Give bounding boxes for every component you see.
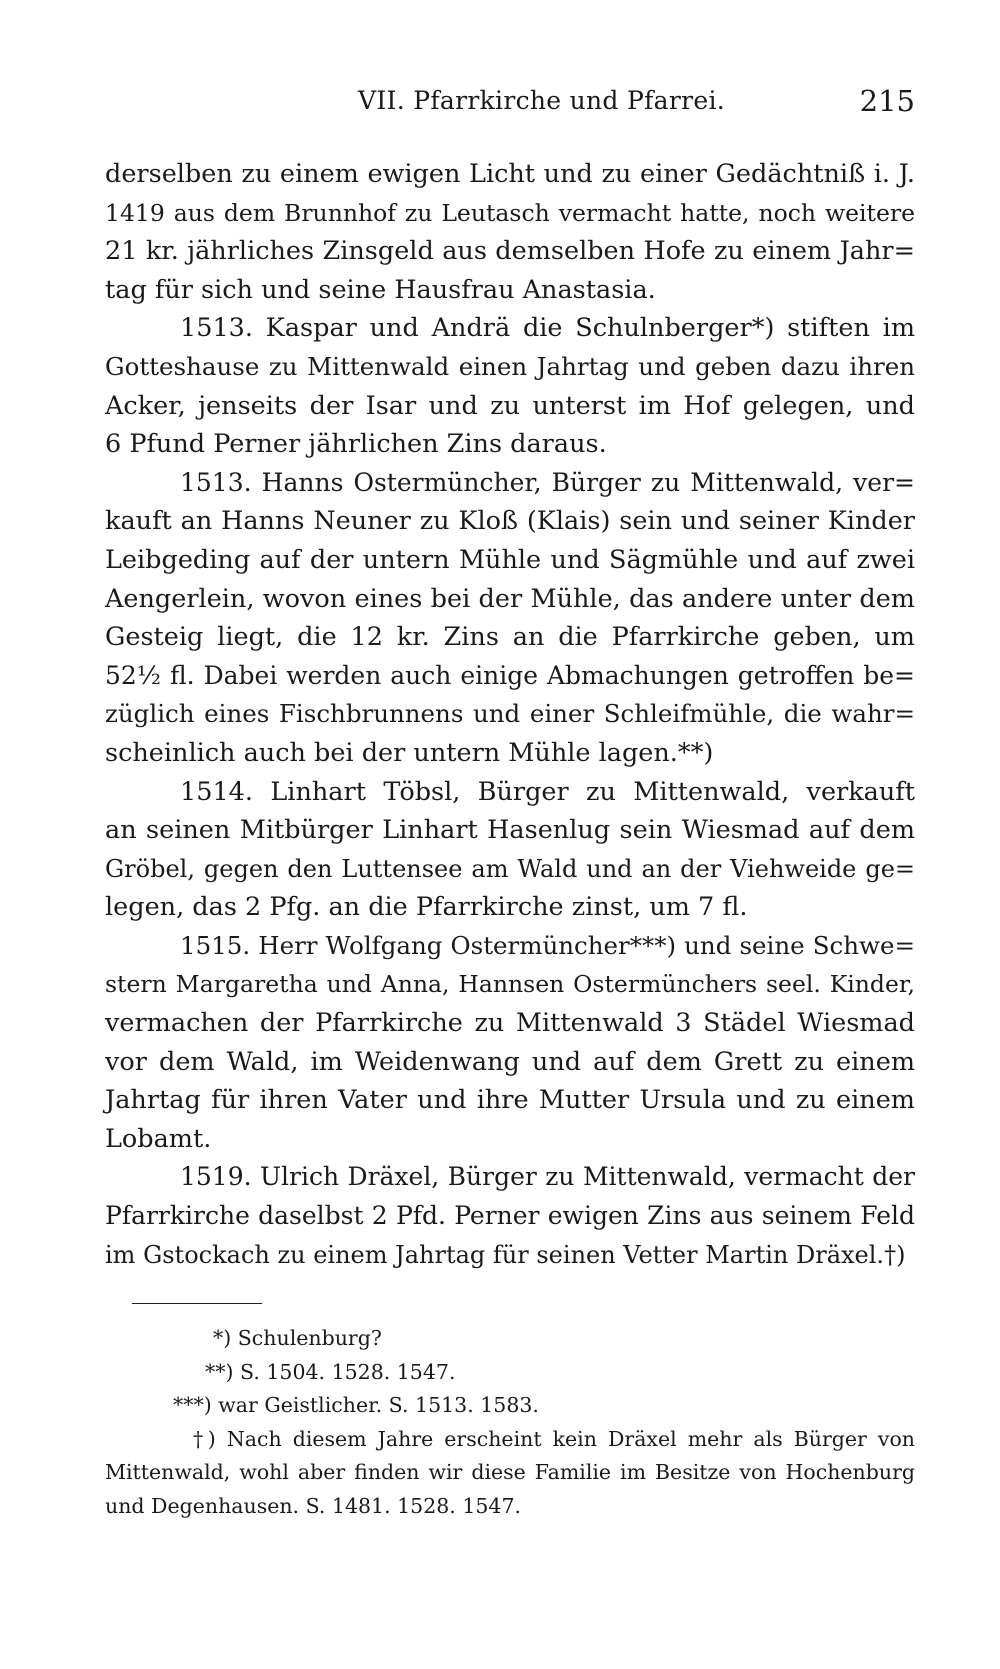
text-line: im Gstockach zu einem Jahrtag für seinen Vetter Martin Dräxel.†) — [105, 1240, 906, 1269]
text-line: Gotteshause zu Mittenwald einen Jahrtag und geben dazu ihren — [105, 351, 915, 381]
footnote-continuation: und Degenhausen. S. 1481. 1528. 1547. — [105, 1493, 522, 1518]
text-line: vermachen der Pfarrkirche zu Mittenwald 3 Städel Wiesmad — [105, 1008, 915, 1039]
text-line: Leibgeding auf der untern Mühle und Sägmühle und auf zwei — [105, 544, 915, 575]
text-line: an seinen Mitbürger Linhart Hasenlug sein Wiesmad auf dem — [105, 815, 915, 846]
footnotes — [105, 1322, 915, 1523]
footnote: *) Schulenburg? — [213, 1326, 382, 1350]
footnote-continuation: Mittenwald, wohl aber finden wir diese Familie im Besitze von Hochenburg — [105, 1460, 915, 1484]
text-line: stern Margaretha und Anna, Hannsen Ostermünchers seel. Kinder, — [105, 970, 915, 999]
footnote-separator — [132, 1303, 262, 1304]
text-line: vor dem Wald, im Weidenwang und auf dem Grett zu einem — [105, 1046, 915, 1077]
text-line: Gesteig liegt, die 12 kr. Zins an die Pfarrkirche geben, um — [105, 622, 915, 653]
text-line-paragraph-start: 1514. Linhart Töbsl, Bürger zu Mittenwald, verkauft — [180, 776, 915, 807]
text-line-paragraph-start: 1515. Herr Wolfgang Ostermüncher***) und seine Schwe= — [180, 930, 915, 960]
footnote: ***) war Geistlicher. S. 1513. 1583. — [173, 1393, 539, 1417]
text-line-paragraph-start: 1513. Hanns Ostermüncher, Bürger zu Mittenwald, ver= — [180, 467, 915, 497]
footnote: †) Nach diesem Jahre erscheint kein Dräxel mehr als Bürger von — [193, 1426, 915, 1451]
text-line: Acker, jenseits der Isar und zu unterst im Hof gelegen, und — [105, 390, 915, 421]
text-line: Aengerlein, wovon eines bei der Mühle, das andere unter dem — [105, 583, 915, 614]
text-line: tag für sich und seine Hausfrau Anastasia. — [105, 274, 656, 305]
running-head: VII. Pfarrkirche und Pfarrei. — [358, 86, 725, 115]
text-line: Jahrtag für ihren Vater und ihre Mutter Ursula und zu einem — [105, 1085, 915, 1116]
text-line: 21 kr. jährliches Zinsgeld aus demselben Hofe zu einem Jahr= — [105, 236, 915, 267]
text-line: kauft an Hanns Neuner zu Kloß (Klais) sein und seiner Kinder — [105, 506, 915, 537]
text-line: 1419 aus dem Brunnhof zu Leutasch vermacht hatte, noch weitere — [105, 198, 915, 227]
text-line: Gröbel, gegen den Luttensee am Wald und an der Viehweide ge= — [105, 854, 915, 883]
text-line-paragraph-start: 1519. Ulrich Dräxel, Bürger zu Mittenwald, vermacht der — [180, 1162, 915, 1192]
page-header — [105, 86, 915, 126]
text-line: züglich eines Fischbrunnens und einer Schleifmühle, die wahr= — [105, 699, 915, 729]
text-line: legen, das 2 Pfg. an die Pfarrkirche zinst, um 7 fl. — [105, 892, 748, 923]
text-line: Pfarrkirche daselbst 2 Pfd. Perner ewigen Zins aus seinem Feld — [105, 1201, 915, 1231]
text-line: 6 Pfund Perner jährlichen Zins daraus. — [105, 429, 607, 460]
text-line: 52½ fl. Dabei werden auch einige Abmachungen getroffen be= — [105, 660, 915, 690]
page-number: 215 — [859, 84, 915, 118]
body-text — [105, 155, 915, 1274]
footnote: **) S. 1504. 1528. 1547. — [205, 1359, 456, 1384]
text-line: derselben zu einem ewigen Licht und zu einer Gedächtniß i. J. — [105, 159, 915, 189]
text-line: Lobamt. — [105, 1123, 212, 1154]
text-line-paragraph-start: 1513. Kaspar und Andrä die Schulnberger*) stiften im — [180, 313, 915, 344]
text-line: scheinlich auch bei der untern Mühle lagen.**) — [105, 737, 714, 768]
